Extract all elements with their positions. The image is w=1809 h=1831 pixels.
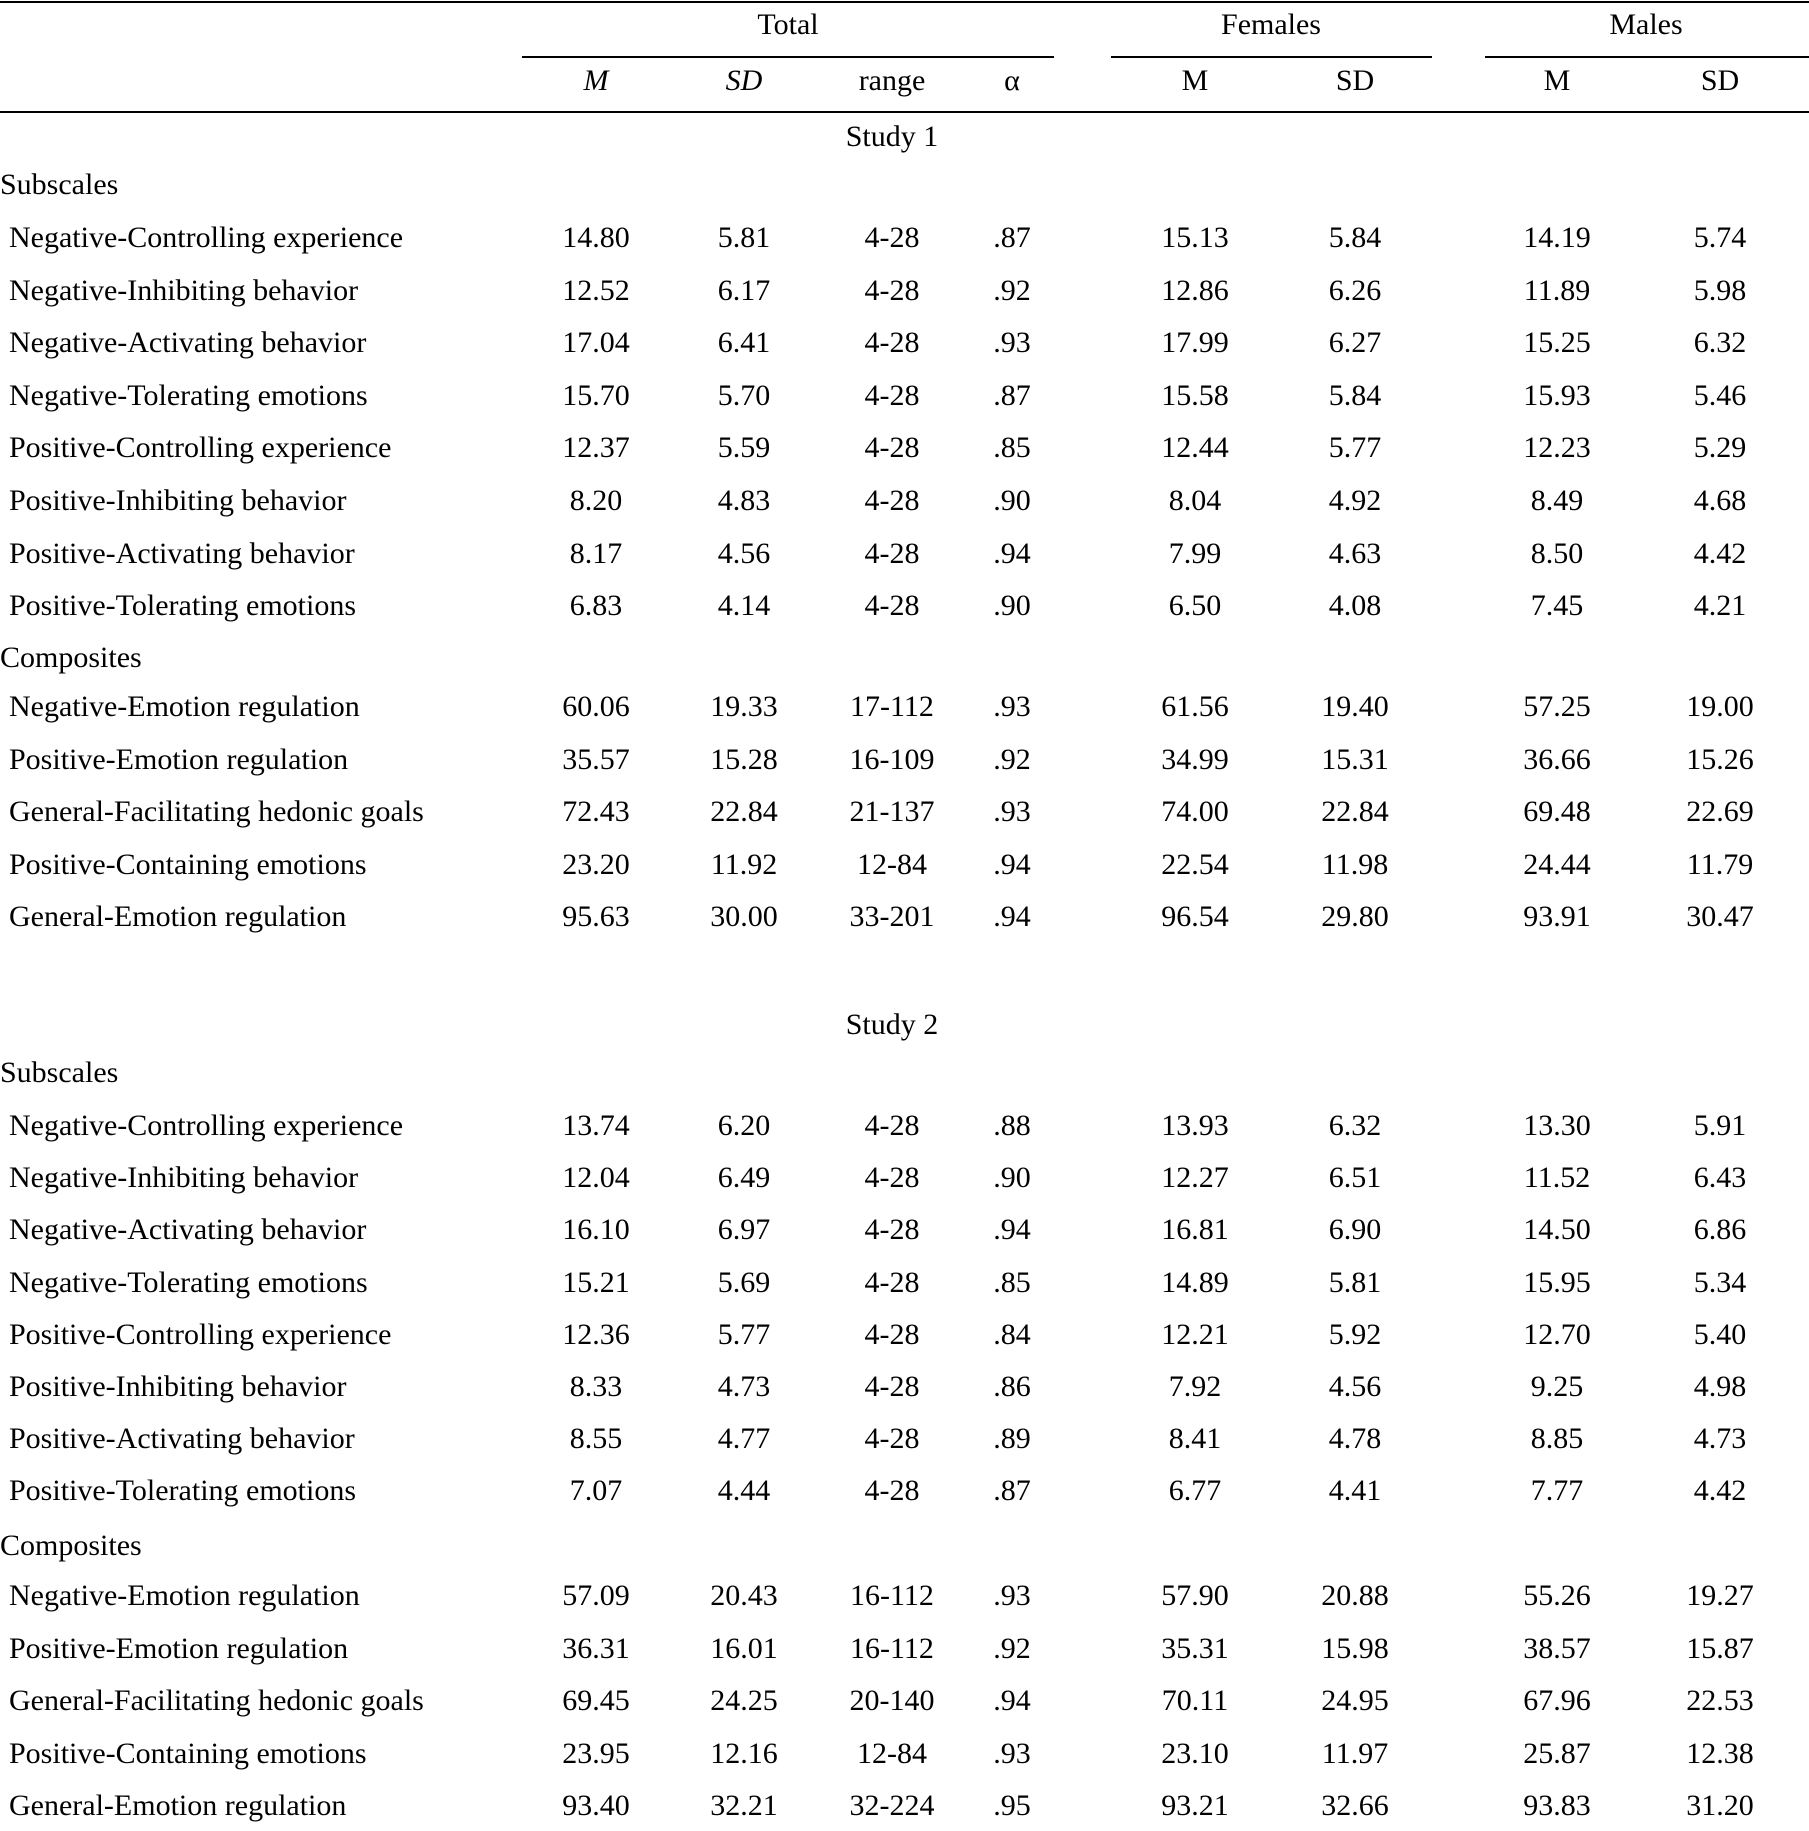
row-label: Negative-Emotion regulation	[9, 1579, 360, 1612]
row-label: Positive-Emotion regulation	[9, 743, 349, 776]
cell-females-sd: 11.98	[1321, 848, 1389, 881]
cell-total-m: 14.80	[562, 221, 630, 254]
cell-males-m: 55.26	[1523, 1579, 1591, 1612]
cell-males-sd: 15.87	[1686, 1632, 1754, 1665]
cell-females-sd: 5.81	[1328, 1266, 1382, 1299]
cell-males-sd: 30.47	[1686, 900, 1754, 933]
cell-total-m: 8.33	[569, 1370, 623, 1403]
cell-females-sd: 5.84	[1328, 221, 1382, 254]
cell-total-m: 12.36	[562, 1318, 630, 1351]
row-label: Negative-Emotion regulation	[9, 690, 360, 723]
group-header-females: Females	[1221, 8, 1321, 41]
table-row	[0, 276, 1809, 316]
cell-total-alpha: .88	[993, 1109, 1031, 1142]
col-header-males-m: M	[1543, 64, 1571, 97]
cell-males-sd: 11.79	[1686, 848, 1754, 881]
cell-females-sd: 20.88	[1321, 1579, 1389, 1612]
row-label: Positive-Emotion regulation	[9, 1632, 349, 1665]
cell-total-range: 4-28	[864, 1422, 920, 1455]
cell-males-m: 14.50	[1523, 1213, 1591, 1246]
cell-males-m: 67.96	[1523, 1684, 1591, 1717]
cell-total-m: 8.20	[569, 484, 623, 517]
cell-females-m: 12.27	[1161, 1161, 1229, 1194]
cell-total-range: 4-28	[864, 1213, 920, 1246]
cell-total-m: 95.63	[562, 900, 630, 933]
table-row	[0, 1111, 1809, 1151]
cell-total-range: 17-112	[850, 690, 934, 723]
cell-males-sd: 5.74	[1693, 221, 1747, 254]
table-row	[0, 381, 1809, 421]
cell-total-alpha: .86	[993, 1370, 1031, 1403]
cell-females-sd: 5.77	[1328, 431, 1382, 464]
cell-males-sd: 5.46	[1693, 379, 1747, 412]
cell-total-range: 4-28	[864, 484, 920, 517]
cell-males-m: 8.50	[1530, 537, 1584, 570]
cell-total-sd: 4.56	[717, 537, 771, 570]
col-header-females-m: M	[1181, 64, 1209, 97]
spanner-rule-total	[522, 56, 1054, 58]
cell-total-m: 12.04	[562, 1161, 630, 1194]
cell-females-sd: 32.66	[1321, 1789, 1389, 1822]
cell-females-m: 74.00	[1161, 795, 1229, 828]
cell-total-range: 12-84	[857, 848, 927, 881]
cell-total-alpha: .92	[993, 274, 1031, 307]
cell-total-range: 4-28	[864, 274, 920, 307]
cell-males-sd: 5.29	[1693, 431, 1747, 464]
cell-females-m: 93.21	[1161, 1789, 1229, 1822]
cell-total-range: 4-28	[864, 589, 920, 622]
cell-males-sd: 4.68	[1693, 484, 1747, 517]
cell-total-range: 4-28	[864, 1318, 920, 1351]
cell-males-sd: 4.73	[1693, 1422, 1747, 1455]
cell-total-sd: 6.49	[717, 1161, 771, 1194]
cell-total-alpha: .90	[993, 589, 1031, 622]
cell-total-range: 4-28	[864, 221, 920, 254]
row-label: Negative-Tolerating emotions	[9, 379, 368, 412]
table-row	[0, 1581, 1809, 1621]
cell-total-sd: 19.33	[710, 690, 778, 723]
cell-total-alpha: .94	[993, 1213, 1031, 1246]
cell-males-sd: 19.00	[1686, 690, 1754, 723]
cell-total-sd: 12.16	[710, 1737, 778, 1770]
cell-males-sd: 5.98	[1693, 274, 1747, 307]
cell-total-sd: 32.21	[710, 1789, 778, 1822]
row-label: Negative-Inhibiting behavior	[9, 1161, 359, 1194]
cell-females-m: 15.58	[1161, 379, 1229, 412]
cell-total-m: 13.74	[562, 1109, 630, 1142]
cell-males-m: 24.44	[1523, 848, 1591, 881]
spanner-rule-females	[1111, 56, 1432, 58]
cell-total-alpha: .94	[993, 848, 1031, 881]
study-heading: Study 2	[845, 1008, 939, 1041]
cell-total-sd: 6.41	[717, 326, 771, 359]
cell-total-sd: 15.28	[710, 743, 778, 776]
table-row	[0, 1163, 1809, 1203]
spanner-rule-males	[1485, 56, 1809, 58]
cell-females-m: 22.54	[1161, 848, 1229, 881]
cell-males-sd: 5.91	[1693, 1109, 1747, 1142]
cell-males-m: 13.30	[1523, 1109, 1591, 1142]
cell-females-sd: 22.84	[1321, 795, 1389, 828]
cell-females-sd: 6.26	[1328, 274, 1382, 307]
cell-total-sd: 5.70	[717, 379, 771, 412]
row-label: Negative-Activating behavior	[9, 1213, 367, 1246]
table-row	[0, 1424, 1809, 1464]
cell-total-sd: 22.84	[710, 795, 778, 828]
cell-males-sd: 19.27	[1686, 1579, 1754, 1612]
col-header-total-range: range	[858, 64, 926, 97]
cell-total-alpha: .92	[993, 1632, 1031, 1665]
cell-females-m: 12.21	[1161, 1318, 1229, 1351]
table-row	[0, 591, 1809, 631]
cell-total-m: 12.52	[562, 274, 630, 307]
cell-total-alpha: .93	[993, 1579, 1031, 1612]
cell-total-alpha: .93	[993, 326, 1031, 359]
cell-total-m: 16.10	[562, 1213, 630, 1246]
cell-total-alpha: .94	[993, 537, 1031, 570]
cell-total-range: 12-84	[857, 1737, 927, 1770]
cell-total-m: 72.43	[562, 795, 630, 828]
table-row	[0, 486, 1809, 526]
cell-males-sd: 4.42	[1693, 1474, 1747, 1507]
cell-total-m: 23.95	[562, 1737, 630, 1770]
cell-total-sd: 5.69	[717, 1266, 771, 1299]
group-header-males: Males	[1609, 8, 1683, 41]
section-heading: Composites	[0, 1529, 142, 1562]
table-row	[0, 1268, 1809, 1308]
table-row	[0, 1372, 1809, 1412]
cell-females-sd: 4.56	[1328, 1370, 1382, 1403]
cell-males-sd: 5.34	[1693, 1266, 1747, 1299]
table-row	[0, 902, 1809, 942]
cell-total-sd: 6.17	[717, 274, 771, 307]
cell-total-sd: 20.43	[710, 1579, 778, 1612]
cell-males-m: 25.87	[1523, 1737, 1591, 1770]
cell-total-m: 12.37	[562, 431, 630, 464]
cell-total-alpha: .93	[993, 795, 1031, 828]
cell-total-range: 21-137	[849, 795, 935, 828]
study-heading: Study 1	[845, 120, 939, 153]
table-top-rule	[0, 1, 1809, 3]
cell-total-m: 57.09	[562, 1579, 630, 1612]
cell-males-m: 9.25	[1530, 1370, 1584, 1403]
cell-males-m: 7.45	[1530, 589, 1584, 622]
cell-total-range: 4-28	[864, 1370, 920, 1403]
cell-total-sd: 4.77	[717, 1422, 771, 1455]
cell-females-sd: 11.97	[1321, 1737, 1389, 1770]
table-row	[0, 223, 1809, 263]
col-header-males-sd: SD	[1700, 64, 1740, 97]
cell-females-sd: 4.78	[1328, 1422, 1382, 1455]
cell-females-m: 8.04	[1168, 484, 1222, 517]
cell-females-sd: 4.92	[1328, 484, 1382, 517]
cell-total-range: 20-140	[849, 1684, 935, 1717]
cell-females-m: 7.99	[1168, 537, 1222, 570]
cell-males-sd: 6.86	[1693, 1213, 1747, 1246]
row-label: General-Facilitating hedonic goals	[9, 1684, 424, 1717]
col-header-females-sd: SD	[1335, 64, 1375, 97]
cell-total-m: 15.70	[562, 379, 630, 412]
cell-total-m: 93.40	[562, 1789, 630, 1822]
cell-males-sd: 6.32	[1693, 326, 1747, 359]
cell-males-m: 14.19	[1523, 221, 1591, 254]
cell-total-sd: 6.20	[717, 1109, 771, 1142]
cell-total-m: 8.55	[569, 1422, 623, 1455]
row-label: Negative-Controlling experience	[9, 221, 404, 254]
cell-males-m: 57.25	[1523, 690, 1591, 723]
cell-total-range: 4-28	[864, 1161, 920, 1194]
table-row	[0, 1476, 1809, 1516]
table-row	[0, 433, 1809, 473]
cell-females-sd: 5.84	[1328, 379, 1382, 412]
col-header-total-sd: SD	[725, 64, 763, 97]
cell-females-m: 17.99	[1161, 326, 1229, 359]
cell-males-m: 11.89	[1523, 274, 1591, 307]
cell-total-alpha: .95	[993, 1789, 1031, 1822]
cell-total-sd: 4.83	[717, 484, 771, 517]
row-label: Positive-Inhibiting behavior	[9, 484, 347, 517]
cell-males-m: 8.85	[1530, 1422, 1584, 1455]
cell-total-range: 4-28	[864, 379, 920, 412]
cell-females-m: 8.41	[1168, 1422, 1222, 1455]
row-label: Positive-Tolerating emotions	[9, 589, 357, 622]
cell-males-sd: 6.43	[1693, 1161, 1747, 1194]
table-row	[0, 1791, 1809, 1831]
cell-total-range: 4-28	[864, 1266, 920, 1299]
cell-males-sd: 15.26	[1686, 743, 1754, 776]
cell-males-m: 12.70	[1523, 1318, 1591, 1351]
row-label: Positive-Containing emotions	[9, 848, 367, 881]
cell-females-m: 15.13	[1161, 221, 1229, 254]
cell-total-range: 4-28	[864, 431, 920, 464]
cell-total-m: 69.45	[562, 1684, 630, 1717]
cell-males-m: 36.66	[1523, 743, 1591, 776]
row-label: General-Facilitating hedonic goals	[9, 795, 424, 828]
cell-females-sd: 6.51	[1328, 1161, 1382, 1194]
cell-females-m: 7.92	[1168, 1370, 1222, 1403]
section-heading: Composites	[0, 641, 142, 674]
table-row	[0, 1215, 1809, 1255]
row-label: Negative-Controlling experience	[9, 1109, 404, 1142]
table-row	[0, 328, 1809, 368]
cell-males-m: 93.91	[1523, 900, 1591, 933]
cell-total-m: 36.31	[562, 1632, 630, 1665]
cell-females-m: 13.93	[1161, 1109, 1229, 1142]
cell-males-m: 38.57	[1523, 1632, 1591, 1665]
cell-males-m: 15.95	[1523, 1266, 1591, 1299]
row-label: General-Emotion regulation	[9, 1789, 347, 1822]
cell-females-m: 70.11	[1161, 1684, 1229, 1717]
cell-total-sd: 5.81	[717, 221, 771, 254]
cell-females-m: 6.77	[1168, 1474, 1222, 1507]
cell-males-sd: 31.20	[1686, 1789, 1754, 1822]
cell-total-range: 4-28	[864, 1109, 920, 1142]
cell-total-alpha: .84	[993, 1318, 1031, 1351]
cell-total-m: 7.07	[569, 1474, 623, 1507]
cell-total-sd: 4.14	[717, 589, 771, 622]
cell-total-range: 32-224	[849, 1789, 935, 1822]
cell-total-range: 16-109	[849, 743, 935, 776]
cell-males-m: 93.83	[1523, 1789, 1591, 1822]
cell-females-sd: 5.92	[1328, 1318, 1382, 1351]
cell-males-m: 12.23	[1523, 431, 1591, 464]
cell-total-range: 4-28	[864, 1474, 920, 1507]
cell-total-alpha: .93	[993, 1737, 1031, 1770]
cell-total-alpha: .90	[993, 484, 1031, 517]
cell-total-range: 33-201	[849, 900, 935, 933]
cell-total-sd: 11.92	[710, 848, 778, 881]
table-row	[0, 1686, 1809, 1726]
cell-males-m: 15.25	[1523, 326, 1591, 359]
table-row	[0, 745, 1809, 785]
section-heading: Subscales	[0, 168, 119, 201]
col-header-total-alpha: α	[1004, 64, 1020, 97]
cell-total-alpha: .87	[993, 1474, 1031, 1507]
table-row	[0, 1320, 1809, 1360]
cell-total-alpha: .89	[993, 1422, 1031, 1455]
row-label: Positive-Controlling experience	[9, 431, 392, 464]
cell-total-range: 16-112	[850, 1632, 934, 1665]
cell-females-sd: 24.95	[1321, 1684, 1389, 1717]
cell-total-m: 60.06	[562, 690, 630, 723]
cell-total-sd: 6.97	[717, 1213, 771, 1246]
cell-females-sd: 4.41	[1328, 1474, 1382, 1507]
cell-total-sd: 16.01	[710, 1632, 778, 1665]
cell-total-m: 35.57	[562, 743, 630, 776]
cell-males-m: 11.52	[1523, 1161, 1591, 1194]
group-header-total: Total	[757, 8, 819, 41]
cell-total-sd: 30.00	[710, 900, 778, 933]
cell-total-alpha: .85	[993, 1266, 1031, 1299]
cell-females-sd: 6.90	[1328, 1213, 1382, 1246]
cell-females-sd: 29.80	[1321, 900, 1389, 933]
cell-females-m: 34.99	[1161, 743, 1229, 776]
cell-females-m: 16.81	[1161, 1213, 1229, 1246]
cell-females-sd: 19.40	[1321, 690, 1389, 723]
table-row	[0, 850, 1809, 890]
cell-females-sd: 15.98	[1321, 1632, 1389, 1665]
row-label: General-Emotion regulation	[9, 900, 347, 933]
cell-total-m: 17.04	[562, 326, 630, 359]
cell-total-sd: 4.44	[717, 1474, 771, 1507]
cell-total-m: 8.17	[569, 537, 623, 570]
row-label: Negative-Tolerating emotions	[9, 1266, 368, 1299]
cell-females-m: 35.31	[1161, 1632, 1229, 1665]
row-label: Positive-Tolerating emotions	[9, 1474, 357, 1507]
row-label: Negative-Inhibiting behavior	[9, 274, 359, 307]
header-bottom-rule	[0, 111, 1809, 113]
table-row	[0, 1634, 1809, 1674]
cell-females-m: 96.54	[1161, 900, 1229, 933]
cell-total-alpha: .87	[993, 379, 1031, 412]
cell-males-sd: 22.69	[1686, 795, 1754, 828]
cell-females-m: 57.90	[1161, 1579, 1229, 1612]
cell-females-m: 12.86	[1161, 274, 1229, 307]
table-row	[0, 797, 1809, 837]
cell-total-alpha: .93	[993, 690, 1031, 723]
cell-males-m: 69.48	[1523, 795, 1591, 828]
cell-total-m: 23.20	[562, 848, 630, 881]
cell-males-m: 8.49	[1530, 484, 1584, 517]
cell-females-sd: 6.27	[1328, 326, 1382, 359]
cell-females-m: 6.50	[1168, 589, 1222, 622]
cell-total-alpha: .92	[993, 743, 1031, 776]
row-label: Positive-Activating behavior	[9, 537, 355, 570]
cell-males-m: 15.93	[1523, 379, 1591, 412]
row-label: Positive-Inhibiting behavior	[9, 1370, 347, 1403]
cell-males-sd: 5.40	[1693, 1318, 1747, 1351]
cell-females-sd: 4.08	[1328, 589, 1382, 622]
row-label: Positive-Activating behavior	[9, 1422, 355, 1455]
table-row	[0, 1739, 1809, 1779]
cell-females-m: 12.44	[1161, 431, 1229, 464]
cell-total-alpha: .87	[993, 221, 1031, 254]
cell-males-sd: 4.98	[1693, 1370, 1747, 1403]
row-label: Negative-Activating behavior	[9, 326, 367, 359]
cell-total-range: 4-28	[864, 326, 920, 359]
cell-females-m: 23.10	[1161, 1737, 1229, 1770]
cell-total-sd: 4.73	[717, 1370, 771, 1403]
row-label: Positive-Containing emotions	[9, 1737, 367, 1770]
section-heading: Subscales	[0, 1056, 119, 1089]
cell-total-m: 15.21	[562, 1266, 630, 1299]
cell-total-alpha: .85	[993, 431, 1031, 464]
cell-males-sd: 22.53	[1686, 1684, 1754, 1717]
cell-total-range: 4-28	[864, 537, 920, 570]
cell-females-sd: 4.63	[1328, 537, 1382, 570]
cell-total-alpha: .94	[993, 900, 1031, 933]
cell-males-sd: 4.42	[1693, 537, 1747, 570]
table-row	[0, 692, 1809, 732]
cell-females-m: 61.56	[1161, 690, 1229, 723]
cell-females-sd: 15.31	[1321, 743, 1389, 776]
cell-total-range: 16-112	[850, 1579, 934, 1612]
table-row	[0, 539, 1809, 579]
row-label: Positive-Controlling experience	[9, 1318, 392, 1351]
cell-total-sd: 5.77	[717, 1318, 771, 1351]
cell-females-m: 14.89	[1161, 1266, 1229, 1299]
cell-males-sd: 12.38	[1686, 1737, 1754, 1770]
cell-total-m: 6.83	[569, 589, 623, 622]
col-header-total-m: M	[583, 64, 609, 97]
cell-total-sd: 24.25	[710, 1684, 778, 1717]
cell-total-alpha: .94	[993, 1684, 1031, 1717]
cell-males-sd: 4.21	[1693, 589, 1747, 622]
cell-total-alpha: .90	[993, 1161, 1031, 1194]
cell-total-sd: 5.59	[717, 431, 771, 464]
cell-males-m: 7.77	[1530, 1474, 1584, 1507]
cell-females-sd: 6.32	[1328, 1109, 1382, 1142]
